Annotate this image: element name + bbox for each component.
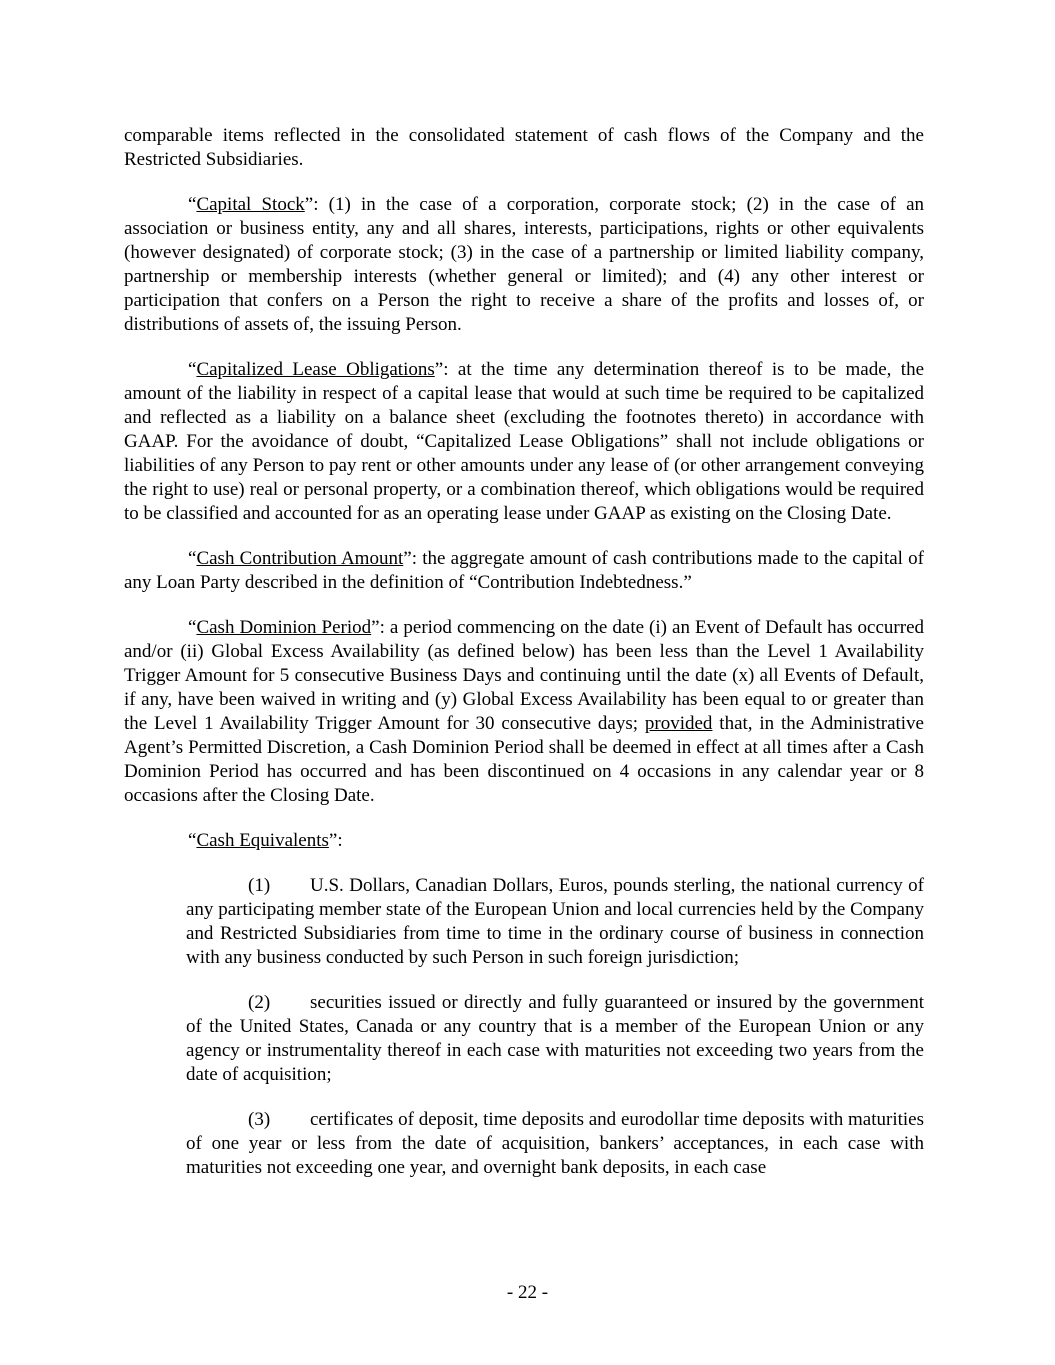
clause-text: certificates of deposit, time deposits and eurodollar time deposits with maturities of one year or less from the date of acquisition, bankers’ acceptances, in each case with maturities not exceeding one year, and overnight bank deposits, in each case: [186, 1109, 924, 1178]
clause-number: (2): [248, 992, 271, 1013]
defined-term: Cash Equivalents: [196, 830, 329, 851]
definition-body: : (1) in the case of a corporation, corporate stock; (2) in the case of an association or business entity, any and all shares, interests, participations, rights or other equivalents (however designated) of corporate stock; (3) in the case of a partnership or limited liability company, partnership or membership interests (whether general or limited); and (4) any other interest or participation that confers on a Person the right to receive a share of the profits and losses of, or distributions of assets of, the issuing Person.: [124, 194, 925, 335]
clause-number: (1): [248, 875, 271, 896]
clause-2: [186, 991, 924, 1087]
continuation-paragraph: comparable items reflected in the consolidated statement of cash flows of the Company and the Restricted Subsidiaries.: [124, 125, 924, 170]
clause-number: (3): [248, 1109, 271, 1130]
defined-term: Cash Dominion Period: [196, 617, 372, 638]
open-quote: “: [188, 359, 197, 380]
clause-text: U.S. Dollars, Canadian Dollars, Euros, pounds sterling, the national currency of any participating member state of the European Union and local currencies held by the Company and Restricted Subsidiaries from time to time in the ordinary course of business in connection with any business conducted by such Person in such foreign jurisdiction;: [186, 875, 924, 968]
close-quote: ”: [371, 617, 380, 638]
open-quote: “: [188, 548, 197, 569]
open-quote: “: [188, 194, 197, 215]
definition-body: : the aggregate amount of cash contributions made to the capital of any Loan Party described in the definition of “Contribution Indebtedness.”: [124, 548, 924, 593]
definition-body: : a period commencing on the date (i) an Event of Default has occurred and/or (ii) Global Excess Availability (as defined below) has been less than the Level 1 Availability Trigger Amount for 5 consecutive Business Days and continuing until the date (x) all Events of Default, if any, have been waived in writing and (y) Global Excess Availability has been equal to or greater than the Level 1 Availability Trigger Amount for 30 consecutive days;: [124, 617, 924, 734]
clause-3: [186, 1108, 924, 1180]
definition-cash-equivalents: [124, 829, 924, 853]
page-number: - 22 -: [506, 1282, 549, 1303]
close-quote: ”: [328, 830, 338, 851]
clause-text: securities issued or directly and fully guaranteed or insured by the government of the United States, Canada or any country that is a member of the European Union or any agency or instrumentality thereof in each case with maturities not exceeding two years from the date of acquisition;: [186, 992, 924, 1085]
definition-body-continued: that, in the Administrative Agent’s Permitted Discretion, a Cash Dominion Period shall be deemed in effect at all times after a Cash Dominion Period has occurred and has been discontinued on 4 occasions in any calendar year or 8 occasions after the Closing Date.: [124, 713, 924, 806]
definition-cash-dominion-period: [124, 616, 924, 808]
defined-term: Cash Contribution Amount: [196, 548, 404, 569]
definition-body: :: [337, 830, 343, 851]
close-quote: ”: [403, 548, 412, 569]
open-quote: “: [188, 617, 197, 638]
definition-capital-stock: [124, 193, 924, 337]
document-page: [124, 124, 924, 1180]
defined-term: Capital Stock: [196, 194, 305, 215]
open-quote: “: [188, 830, 197, 851]
defined-term: Capitalized Lease Obligations: [196, 359, 435, 380]
clause-1: [186, 874, 924, 970]
close-quote: ”: [434, 359, 444, 380]
definition-cash-contribution-amount: [124, 547, 924, 595]
definition-capitalized-lease-obligations: [124, 358, 924, 526]
definition-body: : at the time any determination thereof is to be made, the amount of the liability in respect of a capital lease that would at such time be required to be capitalized and reflected as a liability on a balance sheet (excluding the footnotes thereto) in accordance with GAAP. For the avoidance of doubt, “Capitalized Lease Obligations” shall not include obligations or liabilities of any Person to pay rent or other amounts under any lease of (or other arrangement conveying the right to use) real or personal property, or a combination thereof, which obligations would be required to be classified and accounted for as an operating lease under GAAP as existing on the Closing Date.: [124, 359, 925, 524]
proviso-term: provided: [644, 713, 713, 734]
close-quote: ”: [304, 194, 314, 215]
